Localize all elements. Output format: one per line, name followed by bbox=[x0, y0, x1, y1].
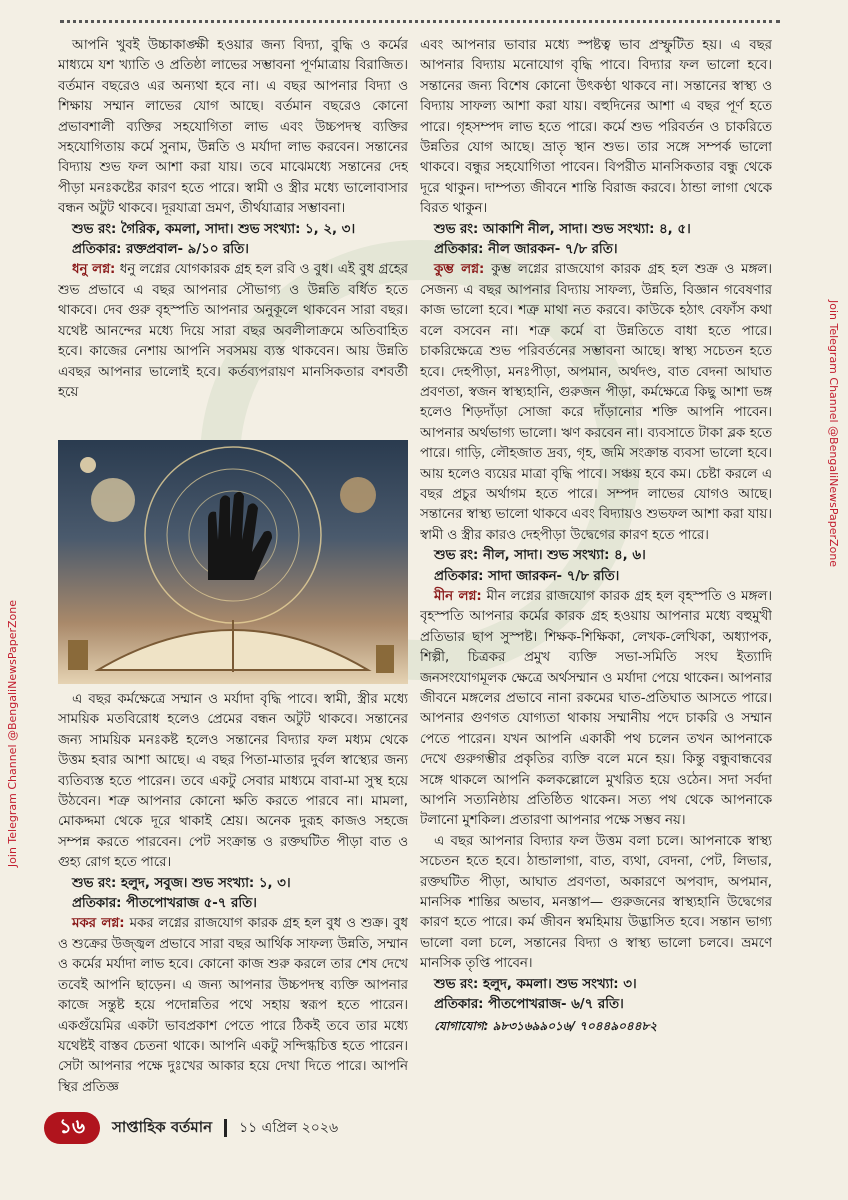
remedy-line: প্রতিকার: পীতপোখরাজ- ৬/৭ রতি। bbox=[434, 997, 624, 1013]
remedy-line: প্রতিকার: সাদা জারকন- ৭/৮ রতি। bbox=[434, 568, 620, 584]
lucky-line: শুভ রং: নীল, সাদা। শুভ সংখ্যা: ৪, ৬। bbox=[434, 548, 646, 564]
remedy-line: প্রতিকার: নীল জারকন- ৭/৮ রতি। bbox=[434, 242, 618, 258]
kumbha-heading: কুম্ভ লগ্ন: bbox=[434, 262, 485, 278]
meen-heading: মীন লগ্ন: bbox=[434, 588, 482, 604]
right-column bbox=[420, 36, 772, 1096]
telegram-tag-right: Join Telegram Channel @BengaliNewsPaperZone bbox=[827, 300, 840, 568]
dhanu-section bbox=[58, 260, 408, 403]
footer-divider bbox=[224, 1119, 227, 1137]
lucky-line: শুভ রং: আকাশি নীল, সাদা। শুভ সংখ্যা: ৪, ৫। bbox=[434, 221, 691, 237]
page-footer bbox=[44, 1110, 338, 1146]
intro-paragraph: আপনি খুবই উচ্চাকাঙ্ক্ষী হওয়ার জন্য বিদ্যা, বুদ্ধি ও কর্মের মাধ্যমে যশ খ্যাতি ও প্রতিষ্ঠা লাভের সম্ভাবনা পূর্ণমাত্রায় বিরাজিত। বর্তমান বছরেও এর অন্যথা হবে না। এ বছর আপনার বিদ্যা ও শিক্ষায় সম্মান লাভের যোগ আছে। বর্তমান বছরেও কোনো প্রভাবশালী ব্যক্তির সহযোগিতা লাভ এবং উচ্চপদস্থ ব্যক্তির সহযোগিতায় কর্মে সুনাম, উন্নতি ও মর্যাদা লাভ করবেন। সন্তানের বিদ্যায় শুভ ফল আশা করা যায়। তবে মাঝেমধ্যে সন্তানের দেহ পীড়া মনঃকষ্টের কারণ হতে পারে। স্বামী ও স্ত্রীর মধ্যে ভালোবাসার বন্ধন অটুট থাকবে। দূরযাত্রা ভ্রমণ, তীর্থযাত্রার সম্ভাবনা। bbox=[58, 38, 408, 217]
makar-continued: এবং আপনার ভাবার মধ্যে স্পষ্টত্ব ভাব প্রস্ফুটিত হয়। এ বছর আপনার বিদ্যায় মনোযোগ বৃদ্ধি পাবে। বিদ্যার ফল ভালো হবে। সন্তানের জন্য বিশেষ কোনো উৎকণ্ঠা থাকবে না। সন্তানের স্বাস্থ্য ও বিদ্যায় সাফল্য আশা করা যায়। বহুদিনের আশা এ বছর পূর্ণ হতে পারে। গৃহসম্পদ লাভ হতে পারে। কর্মে শুভ পরিবর্তন ও চাকরিতে উন্নতির যোগ আছে। ভ্রাতৃ স্থান শুভ। তার সঙ্গে সম্পর্ক ভালো থাকবে। বন্ধুর সহযোগিতা পাবেন। বিপরীত মানসিকতার বন্ধু থেকে দূরে থাকুন। দাম্পত্য জীবনে শান্তি বিরাজ করবে। ঠান্ডা লাগা থেকে বিরত থাকুন। bbox=[420, 38, 772, 217]
kumbha-section bbox=[420, 260, 772, 546]
contact-numbers: যোগাযোগ: ৯৮৩১৬৯৯০১৬/ ৭০৪৪৯০৪৪৮২ bbox=[434, 1018, 658, 1033]
makar-section bbox=[58, 914, 408, 1095]
meen-section bbox=[420, 587, 772, 832]
makar-heading: মকর লগ্ন: bbox=[72, 916, 125, 932]
telegram-tag-left: Join Telegram Channel @BengaliNewsPaperZone bbox=[6, 600, 19, 868]
astrology-artwork bbox=[58, 440, 408, 684]
remedy-line: প্রতিকার: পীতপোখরাজ ৫-৭ রতি। bbox=[72, 896, 257, 912]
left-column-bottom bbox=[58, 690, 408, 1095]
page-number: ১৬ bbox=[44, 1112, 100, 1144]
makar-text: মকর লগ্নের রাজযোগ কারক গ্রহ হল বুধ ও শুক্র। বুধ ও শুক্রের উজ্জ্বল প্রভাবে সারা বছর আর্থিক সাফল্য উন্নতি, সম্মান ও কর্মের মর্যাদা লাভ হবে। কোনো কাজ শুরু করলে তার শেষ দেখে তবেই আপনি ছাড়েন। এ জন্য আপনার উচ্চপদস্থ ব্যক্তি আপনার কাজে সন্তুষ্ট হয়ে পদোন্নতির পথে সহায় স্বরূপ হতে পারেন। একগুঁয়েমির একটা ভাবপ্রকাশ পেতে পারে ঠিকই তবে তার মধ্যে যথেষ্টই বাস্তব চেতনা থাকে। আপনি একটু সন্দিগ্ধচিত্ত হতে পারেন। সেটা আপনার পক্ষে দুঃখের আকার হয়ে দেখা দিতে পারে। আপনি স্থির প্রতিজ্ঞ bbox=[58, 916, 408, 1095]
issue-date: ১১ এপ্রিল ২০২৬ bbox=[239, 1120, 339, 1136]
dhanu-heading: ধনু লগ্ন: bbox=[72, 262, 116, 278]
dhanu-text: ধনু লগ্নের যোগকারক গ্রহ হল রবি ও বুধ। এই বুধ গ্রহের শুভ প্রভাবে এ বছর আপনার সৌভাগ্য ও উন্নতি বর্ধিত হতে থাকবে। দেব গুরু বৃহস্পতি আপনার অনুকূলে থাকবেন সারা বছর। যথেষ্ট আনন্দের মধ্যে দিয়ে সারা বছর অবলীলাক্রমে অতিবাহিত হবে। কাজের নেশায় আপনি সবসময় ব্যস্ত থাকবেন। আয় উন্নতি এবছর আপনার ভালোই হবে। কর্তব্যপরায়ণ মানসিকতার বশবর্তী হয়ে bbox=[58, 262, 408, 400]
meen-continued: এ বছর আপনার বিদ্যার ফল উত্তম বলা চলে। আপনাকে স্বাস্থ্য সচেতন হতে হবে। ঠান্ডালাগা, বাত, ব্যথা, বেদনা, পেট, লিভার, রক্তঘটিত পীড়া, আঘাত প্রবণতা, অকারণে অপবাদ, অপমান, মানসিক শান্তির অভাব, মনস্তাপ— গুরুজনের স্বাস্থ্যহানি উদ্বেগের কারণ হতে পারে। কর্ম জীবন স্বমহিমায় উদ্ভাসিত হবে। সন্তান ভাগ্য ভালো বলা চলে, সন্তানের বিদ্যা ও স্বাস্থ্য ভালো চলবে। ভ্রমণে মানসিক তৃপ্তি পাবেন। bbox=[420, 833, 772, 972]
lucky-line: শুভ রং: গৈরিক, কমলা, সাদা। শুভ সংখ্যা: ১, ২, ৩। bbox=[72, 221, 356, 237]
remedy-line: প্রতিকার: রক্তপ্রবাল- ৯/১০ রতি। bbox=[72, 242, 249, 258]
lucky-line: শুভ রং: হলুদ, সবুজ। শুভ সংখ্যা: ১, ৩। bbox=[72, 875, 291, 891]
kumbha-text: কুম্ভ লগ্নের রাজযোগ কারক গ্রহ হল শুক্র ও মঙ্গল। সেজন্য এ বছর আপনার বিদ্যায় সাফল্য, উন্নতি, বিজ্ঞান গবেষণার কাজ ভালো হবে। শত্রু মাথা নত করবে। কাউকে হঠাৎ বেফাঁস কথা বলে বসবেন না। শত্রু কর্মে বা উন্নতিতে বাধা হতে পারে। চাকরিক্ষেত্রে শুভ পরিবর্তনের সম্ভাবনা আছে। স্বাস্থ্য সচেতন হতে হবে। দেহপীড়া, মনঃপীড়া, অপমান, অর্থদণ্ড, বাত বেদনা আঘাত প্রবণতা, স্বজন স্বাস্থ্যহানি, গুরুজন পীড়া, কর্মক্ষেত্রে কিছু আশা ভঙ্গ হলেও শিড়দাঁড়া সোজা করে দাঁড়ানোর শক্তি আপনি পাবেন। আপনার অর্থভাগ্য ভালো। ঋণ করবেন না। ব্যবসাতে টাকা ব্লক হতে পারে। গাড়ি, লৌহজাত দ্রব্য, গৃহ, জমি সংক্রান্ত ব্যবসা ভালো হবে। আয় হলেও ব্যয়ের মাত্রা বৃদ্ধি পাবে। সঞ্চয় হবে কম। চেষ্টা করলে এ বছর প্রচুর অর্থাগম হতে পারে। সম্পদ লাভের যোগও আছে। সন্তানের স্বাস্থ্য ভালো থাকবে এবং বিদ্যায়ও শুভফল আশা করা যায়। স্বামী ও স্ত্রীর কারও দেহপীড়া উদ্বেগের কারণ হতে পারে। bbox=[420, 262, 772, 543]
meen-text: মীন লগ্নের রাজযোগ কারক গ্রহ হল বৃহস্পতি ও মঙ্গল। বৃহস্পতি আপনার কর্মের কারক গ্রহ হওয়ায় আপনার মধ্যে বহুমুখী প্রতিভার ছাপ সুস্পষ্ট। শিক্ষক-শিক্ষিকা, লেখক-লেখিকা, অধ্যাপক, শিল্পী, চিত্রকর প্রমুখ ব্যক্তি সভা-সমিতি সংঘ ইত্যাদি জনসংযোগমূলক ক্ষেত্রে অর্থসম্মান ও মর্যাদা পেয়ে থাকেন। আপনার জীবনে মঙ্গলের প্রভাবে নানা রকমের ঘাত-প্রতিঘাত আসতে পারে। আপনার গুণগত যোগ্যতা থাকায় সম্মানীয় পদে চাকরি ও সম্মান পেতে পারেন। যখন আপনি একাকী পথ চলেন তখন আপনাকে দেখে গুরুগম্ভীর প্রকৃতির ব্যক্তি বলে মনে হয়। কিন্তু বন্ধুবান্ধবের সঙ্গে থাকলে আপনি কলকল্লোলে মুখরিত হয়ে ওঠেন। সদা সর্বদা আপনি সত্যনিষ্ঠায় প্রতিষ্ঠিত থাকেন। সত্য পথ থেকে আপনাকে টলানো মুশকিল। প্রতারণা আপনার পক্ষে সম্ভব নয়। bbox=[420, 588, 772, 829]
magazine-name: সাপ্তাহিক বর্তমান bbox=[112, 1117, 213, 1136]
dhanu-continued: এ বছর কর্মক্ষেত্রে সম্মান ও মর্যাদা বৃদ্ধি পাবে। স্বামী, স্ত্রীর মধ্যে সাময়িক মতবিরোধ হলেও প্রেমের বন্ধন অটুট থাকবে। সন্তানের জন্য সাময়িক মনঃকষ্ট হলেও সন্তানের বিদ্যার ফল মধ্যম থেকে উত্তম হবার আশা আছে। এ বছর পিতা-মাতার দুর্বল স্বাস্থ্যের জন্য ব্যতিব্যস্ত হতে পারেন। তবে একটু সেবার মাধ্যমে বাবা-মা সুস্থ হয়ে উঠবেন। শত্রু আপনার কোনো ক্ষতি করতে পারবে না। মামলা, মোকদ্দমা থেকে দূরে থাকাই শ্রেয়। অনেক দুরূহ কাজও সহজে সম্পন্ন করতে পারবেন। পেট সংক্রান্ত ও রক্তঘটিত পীড়া বাত ও গুহ্য রোগ হতে পারে। bbox=[58, 692, 408, 871]
left-column-top bbox=[58, 36, 408, 436]
top-dotted-rule bbox=[60, 20, 780, 23]
lucky-line: শুভ রং: হলুদ, কমলা। শুভ সংখ্যা: ৩। bbox=[434, 976, 637, 992]
astrology-illustration bbox=[58, 440, 408, 684]
